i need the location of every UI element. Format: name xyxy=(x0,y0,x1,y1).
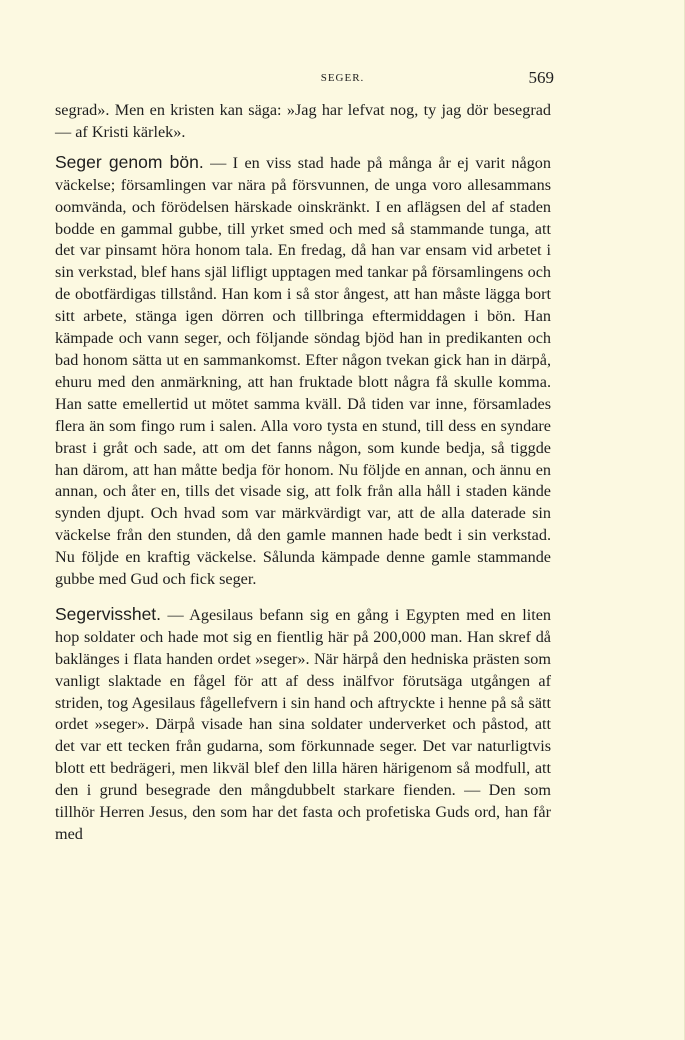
section-heading: Seger genom bön. xyxy=(55,151,204,172)
section-paragraph xyxy=(55,604,551,846)
section-text: — Agesilaus befann sig en gång i Egypten med en liten hop soldater och hade mot sig en fientlig här på 200,000 man. Han skref då baklänges i flata handen ordet »seger». När härpå den hedniska prästen som vanligt slaktade en fågel för att af dess inälfvor förutsäga utgången af striden, tog Agesilaus fågellefvern i sin hand och aftryckte i henne på så sätt ordet »seger». Därpå visade han sina soldater underverket och påstod, att det var ett tecken från gudarna, som förkunnade seger. Det var naturligtvis blott ett bedrägeri, men likväl blef den lilla hären härigenom så modfull, att den i grund besegrade den mångdubbelt starkare fienden. — Den som tillhör Herren Jesus, den som har det fasta och profetiska Guds ord, han får med xyxy=(55,605,551,843)
section-text: — I en viss stad hade på många år ej varit någon väckelse; församlingen var nära på försvunnen, de unga voro allesammans oomvända, och förödelsen härskade oinskränkt. I en aflägsen del af staden bodde en gammal gubbe, till yrket smed och med så stammande tunga, att det var pinsamt höra honom tala. En fredag, då han var ensam vid arbetet i sin verkstad, blef hans själ lifligt upptagen med tankar på församlingens och de obotfärdigas tillstånd. Han kom i så stor ångest, att han måste lägga bort sitt arbete, stänga igen dörren och tillbringa eftermiddagen i bön. Han kämpade och vann seger, och följande söndag bjöd han in predikanten och bad honom sätta ut en sammankomst. Efter någon tvekan gick han in därpå, ehuru med den anmärkning, att han fruktade blott några få skulle komma. Han satte emellertid ut mötet samma kväll. Då tiden var inne, församlades flera än som fingo rum i salen. Alla voro tysta en stund, till dess en syndare brast i gråt och sade, att om det fanns någon, som kunde bedja, så tiggde han därom, att han måtte bedja för honom. Nu följde en annan, och ännu en annan, och åter en, tills det visade sig, att folk från alla håll i staden kände synden djupt. Och hvad som var märkvärdigt var, att de alla daterade sin väckelse från den stunden, då den gamle mannen hade bedt i sin verkstad. Nu följde en kraftig väckelse. Sålunda kämpade denne gamle stammande gubbe med Gud och fick seger. xyxy=(55,153,551,589)
section-paragraph xyxy=(55,152,551,591)
intro-paragraph: segrad». Men en kristen kan säga: »Jag har lefvat nog, ty jag dör besegrad — af Kristi kärlek». xyxy=(55,101,551,141)
page-number: 569 xyxy=(528,68,554,87)
page-body xyxy=(55,100,551,846)
section-heading: Segervisshet. xyxy=(55,603,162,624)
running-head: SEGER. xyxy=(320,72,365,84)
